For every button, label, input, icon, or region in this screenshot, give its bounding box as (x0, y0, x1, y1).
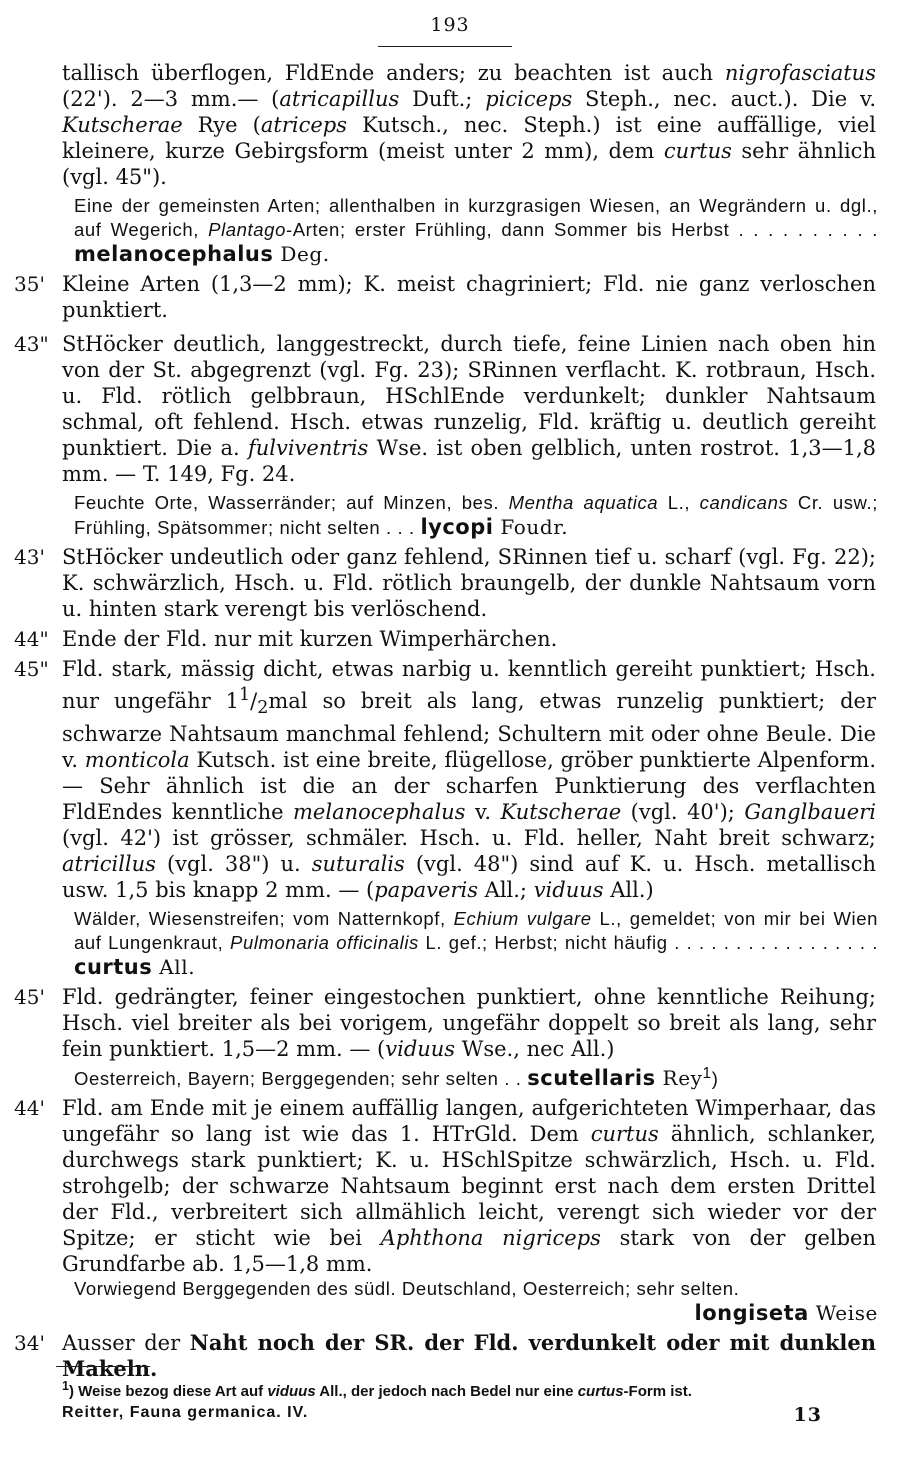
couplet-number: 35' (14, 272, 45, 296)
species-author: All. (152, 955, 196, 980)
species-name: lycopi (420, 515, 494, 539)
text: Cr. usw.; Frühling, Spätsommer; nicht selten (74, 492, 878, 538)
page-number: 193 (430, 14, 470, 36)
text: (vgl. 40'); (621, 800, 745, 825)
species-name: curtus (74, 955, 153, 980)
couplet-number: 44" (14, 627, 49, 651)
text: Fld. gedrängter, feiner eingestochen punktiert, ohne kenntliche Reihung; Hsch. viel breiter als bei vorigem, ungefähr doppelt so breit als lang, sehr fein punktiert. 1,5—2 mm. — ( (62, 985, 876, 1062)
taxon-name: Ganglbaueri (744, 800, 876, 825)
text: Duft.; (399, 87, 486, 111)
text: Steph., nec. auct.). Die v. (572, 87, 876, 111)
habitat-note (74, 1062, 878, 1091)
couplet-text: StHöcker undeutlich oder ganz fehlend, SRinnen tief u. scharf (vgl. Fg. 22); K. schwärzlich, Hsch. u. Fld. rötlich braungelb, der dunkle Nahtsaum vorn u. hinten stark verengt bis verlöschend. (62, 545, 876, 621)
couplet-44dd (14, 626, 876, 652)
leader-dots: . . . . . . . . . . . . . . . . . (667, 932, 878, 954)
taxon-name: atricillus (62, 852, 156, 877)
taxon-name: Mentha aquatica (508, 492, 659, 513)
text: Wälder, Wiesenstreifen; vom Natternkopf, (74, 908, 454, 930)
page-content (0, 60, 900, 1382)
couplet-43dd (14, 331, 876, 487)
signature-number: 13 (793, 1404, 822, 1426)
text: Fld. am Ende mit je einem auffällig langen, aufgerichteten Wimperhaar, das ungefähr so lang ist wie das 1. HTrGld. Dem (62, 1096, 876, 1147)
couplet-number: 43' (14, 545, 45, 569)
species-author: Weise (808, 1301, 878, 1326)
couplet-number: 34' (14, 1331, 45, 1356)
footnote-mark: 1 (62, 1379, 69, 1393)
footnote-rule (56, 1366, 150, 1367)
header-rule (378, 46, 512, 47)
fraction-slash: / (250, 689, 258, 713)
text: Eine der gemeinsten Arten; allenthalben in kurzgrasigen Wiesen, an Wegrändern u. dgl., auf Wegerich, (74, 195, 878, 240)
habitat-note (74, 491, 878, 540)
taxon-name: curtus (577, 1383, 624, 1400)
text: All., der jedoch nach Bedel nur eine (315, 1383, 578, 1400)
leader-dots: . . . (380, 517, 421, 538)
text: StHöcker deutlich, langgestreckt, durch tiefe, feine Linien nach oben hin von der St. abgegrenzt (vgl. Fg. 23); SRinnen verflacht. K. rotbraun, Hsch. u. Fld. rötlich gelbbraun, HSchlEnde verdunkelt; dunkler Nahtsaum schmal, oft fehlend. Hsch. etwas runzelig, Fld. kräftig u. deutlich gereiht punktiert. Die a. (62, 332, 876, 460)
text: ) Weise bezog diese Art auf (68, 1383, 268, 1400)
taxon-name: viduus (385, 1037, 456, 1062)
species-author: Foudr. (493, 515, 569, 539)
taxon-name: Pulmonaria officinalis (230, 932, 419, 954)
couplet-44b (14, 1095, 876, 1277)
taxon-name: curtus (590, 1122, 659, 1147)
text: Ausser der (62, 1331, 190, 1356)
taxon-name: atriceps (260, 113, 348, 137)
fraction-numerator: 1 (239, 685, 251, 705)
species-name: scutellaris (527, 1066, 656, 1091)
couplet-text: Kleine Arten (1,3—2 mm); K. meist chagriniert; Fld. nie ganz verloschen punktiert. (62, 272, 876, 322)
taxon-name: Plantago (208, 219, 286, 240)
paragraph-continuation (62, 60, 876, 190)
text: ähnlich, schlanker, durchwegs stark punktiert; K. u. HSchlSpitze schwärzlich, Hsch. u. Fld. strohgelb; der schwarze Nahtsaum beginnt erst nach dem ersten Drittel der Fld., verbreitert sich allmählich leicht, verengt sich wieder vor der Spitze; er sticht wie bei (62, 1122, 876, 1251)
taxon-name: candicans (699, 492, 789, 513)
habitat-note (74, 907, 878, 980)
taxon-name: suturalis (311, 852, 405, 877)
text: (22'). 2—3 mm.— ( (62, 87, 280, 111)
text: L., gemeldet; von mir bei Wien auf Lungenkraut, (74, 908, 878, 954)
couplet-number: 45" (14, 657, 49, 681)
text: Kutsch., nec. Steph.) ist eine auffällige, viel kleinere, kurze Gebirgsform (meist unter 2 mm), dem (62, 113, 877, 163)
text: tallisch überflogen, FldEnde anders; zu beachten ist auch (62, 61, 725, 85)
taxon-name: viduus (267, 1383, 316, 1400)
taxon-name: piciceps (485, 87, 573, 111)
taxon-name: papaveris (374, 878, 478, 903)
species-author: Deg. (273, 242, 330, 266)
text: Wse. ist oben gelblich, unten rostrot. 1,3—1,8 mm. — T. 149, Fg. 24. (62, 436, 876, 486)
text: stark von der gelben Grundfarbe ab. 1,5—1,8 mm. (62, 1226, 876, 1277)
bold-text: Naht noch der SR. der Fld. verdunkelt oder mit dunklen Makeln. (62, 1330, 876, 1382)
couplet-number: 44' (14, 1096, 45, 1121)
taxon-name: nigrofasciatus (724, 61, 876, 85)
text: -Arten; erster Frühling, dann Sommer bis Herbst (285, 219, 730, 240)
couplet-34b (14, 1330, 876, 1382)
species-name: melanocephalus (74, 242, 274, 266)
taxon-name: melanocephalus (293, 800, 466, 825)
page-footer (62, 1404, 822, 1426)
text: sehr ähnlich (vgl. 45"). (62, 139, 876, 189)
couplet-45b (14, 984, 876, 1062)
habitat-note (74, 1277, 878, 1301)
text: L. gef.; Herbst; nicht häufig (418, 932, 668, 954)
text: Rye ( (182, 113, 261, 137)
text: Feuchte Orte, Wasserränder; auf Minzen, bes. (74, 492, 509, 513)
text: L., (658, 492, 700, 513)
text: Kutsch. ist eine breite, flügellose, gröber punktierte Alpenform. — Sehr ähnlich ist die an der scharfen Punktierung des verflachten FldEndes kenntliche (62, 748, 876, 825)
fraction-denominator: 2 (257, 698, 269, 719)
taxon-name: fulviventris (247, 436, 369, 460)
text: (vgl. 48") sind auf K. u. Hsch. metallisch usw. 1,5 bis knapp 2 mm. — ( (62, 852, 876, 903)
text: Wse., nec All.) (455, 1037, 615, 1062)
taxon-name: Kutscherae (62, 113, 183, 137)
taxon-name: Kutscherae (500, 800, 622, 825)
text: All.; (477, 878, 534, 903)
species-name: longiseta (694, 1301, 809, 1326)
text: All.) (603, 878, 654, 903)
species-author: Rey (655, 1066, 703, 1091)
taxon-name: viduus (533, 878, 604, 903)
text: ) (711, 1068, 719, 1090)
taxon-name: curtus (663, 139, 732, 163)
couplet-number: 45' (14, 985, 45, 1010)
text: Vorwiegend Berggegenden des südl. Deutschland, Oesterreich; sehr selten. (74, 1278, 740, 1300)
couplet-35b (14, 271, 876, 323)
taxon-name: Echium vulgare (453, 908, 592, 930)
couplet-43b (14, 544, 876, 622)
footnote-mark: 1 (702, 1065, 712, 1083)
leader-dots: . . . . . . . . . . (729, 219, 878, 240)
text: mal so breit als lang, etwas runzelig punktiert; der schwarze Nahtsaum manchmal fehlend; Schultern mit oder ohne Beule. Die v. (62, 689, 876, 773)
habitat-note (74, 194, 878, 267)
text: -Form ist. (623, 1383, 692, 1400)
taxon-name: monticola (84, 748, 190, 773)
couplet-text: Ende der Fld. nur mit kurzen Wimperhärchen. (62, 627, 558, 651)
text: (vgl. 42') ist grösser, schmäler. Hsch. u. Fld. heller, Naht breit schwarz; (62, 826, 876, 851)
taxon-name: Aphthona nigriceps (380, 1226, 601, 1251)
taxon-name: atricapillus (279, 87, 400, 111)
couplet-number: 43" (14, 332, 49, 356)
text: Oesterreich, Bayern; Berggegenden; sehr selten (74, 1068, 499, 1090)
book-title: Reitter, Fauna germanica. IV. (62, 1404, 309, 1421)
couplet-45dd (14, 656, 876, 903)
text: Fld. stark, mässig dicht, etwas narbig u. kenntlich gereiht punktiert; Hsch. nur ungefähr 1 (62, 657, 876, 713)
text: v. (465, 800, 501, 825)
text: (vgl. 38") u. (155, 852, 312, 877)
leader-dots: . . (498, 1068, 528, 1090)
footnote (62, 1376, 822, 1402)
species-line (74, 1301, 878, 1326)
